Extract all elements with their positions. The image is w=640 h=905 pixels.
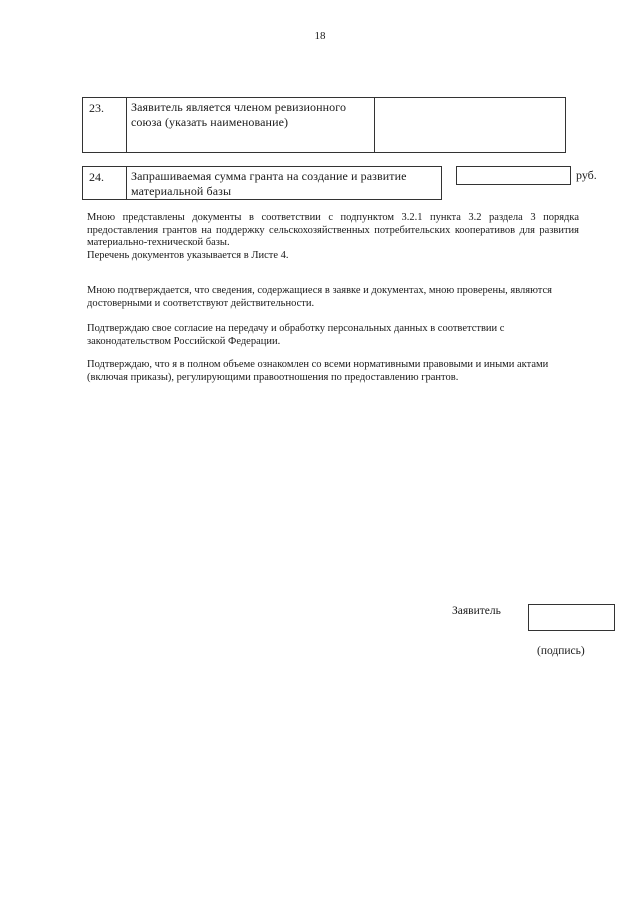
form-row-23: [82, 97, 566, 153]
acknowledgement-paragraph: Подтверждаю, что я в полном объеме ознакомлен со всеми нормативными правовыми и иными актами (включая приказы), регулирующими правоотношения по предоставлению грантов.: [87, 359, 549, 383]
signature-caption: (подпись): [537, 645, 585, 657]
signature-field[interactable]: [528, 604, 615, 631]
grant-amount-field[interactable]: [456, 166, 571, 185]
row-label: Заявитель является членом ревизионного союза (указать наименование): [127, 98, 375, 153]
row-label: Запрашиваемая сумма гранта на создание и развитие материальной базы: [127, 167, 442, 200]
currency-label: руб.: [576, 168, 597, 182]
applicant-label: Заявитель: [452, 605, 501, 617]
personal-data-consent-paragraph: Подтверждаю свое согласие на передачу и обработку персональных данных в соответствии с законодательством Российской Федерации.: [87, 323, 505, 347]
verification-paragraph: Мною подтверждается, что сведения, содержащиеся в заявке и документах, мною проверены, являются достоверными и соответствуют действительности.: [87, 285, 553, 309]
documents-paragraph: [87, 212, 579, 262]
row-number: 23.: [83, 98, 127, 153]
row-number: 24.: [83, 167, 127, 200]
revision-union-field[interactable]: [375, 98, 566, 153]
form-row-24: [82, 166, 442, 200]
documents-list-note: Перечень документов указывается в Листе 4.: [87, 249, 289, 261]
page-number: 18: [314, 30, 326, 42]
documents-text: Мною представлены документы в соответствии с подпунктом 3.2.1 пункта 3.2 раздела 3 порядка предоставления грантов на поддержку сельскохозяйственных потребительских кооперативов для развития материально-технической базы.: [87, 212, 579, 248]
